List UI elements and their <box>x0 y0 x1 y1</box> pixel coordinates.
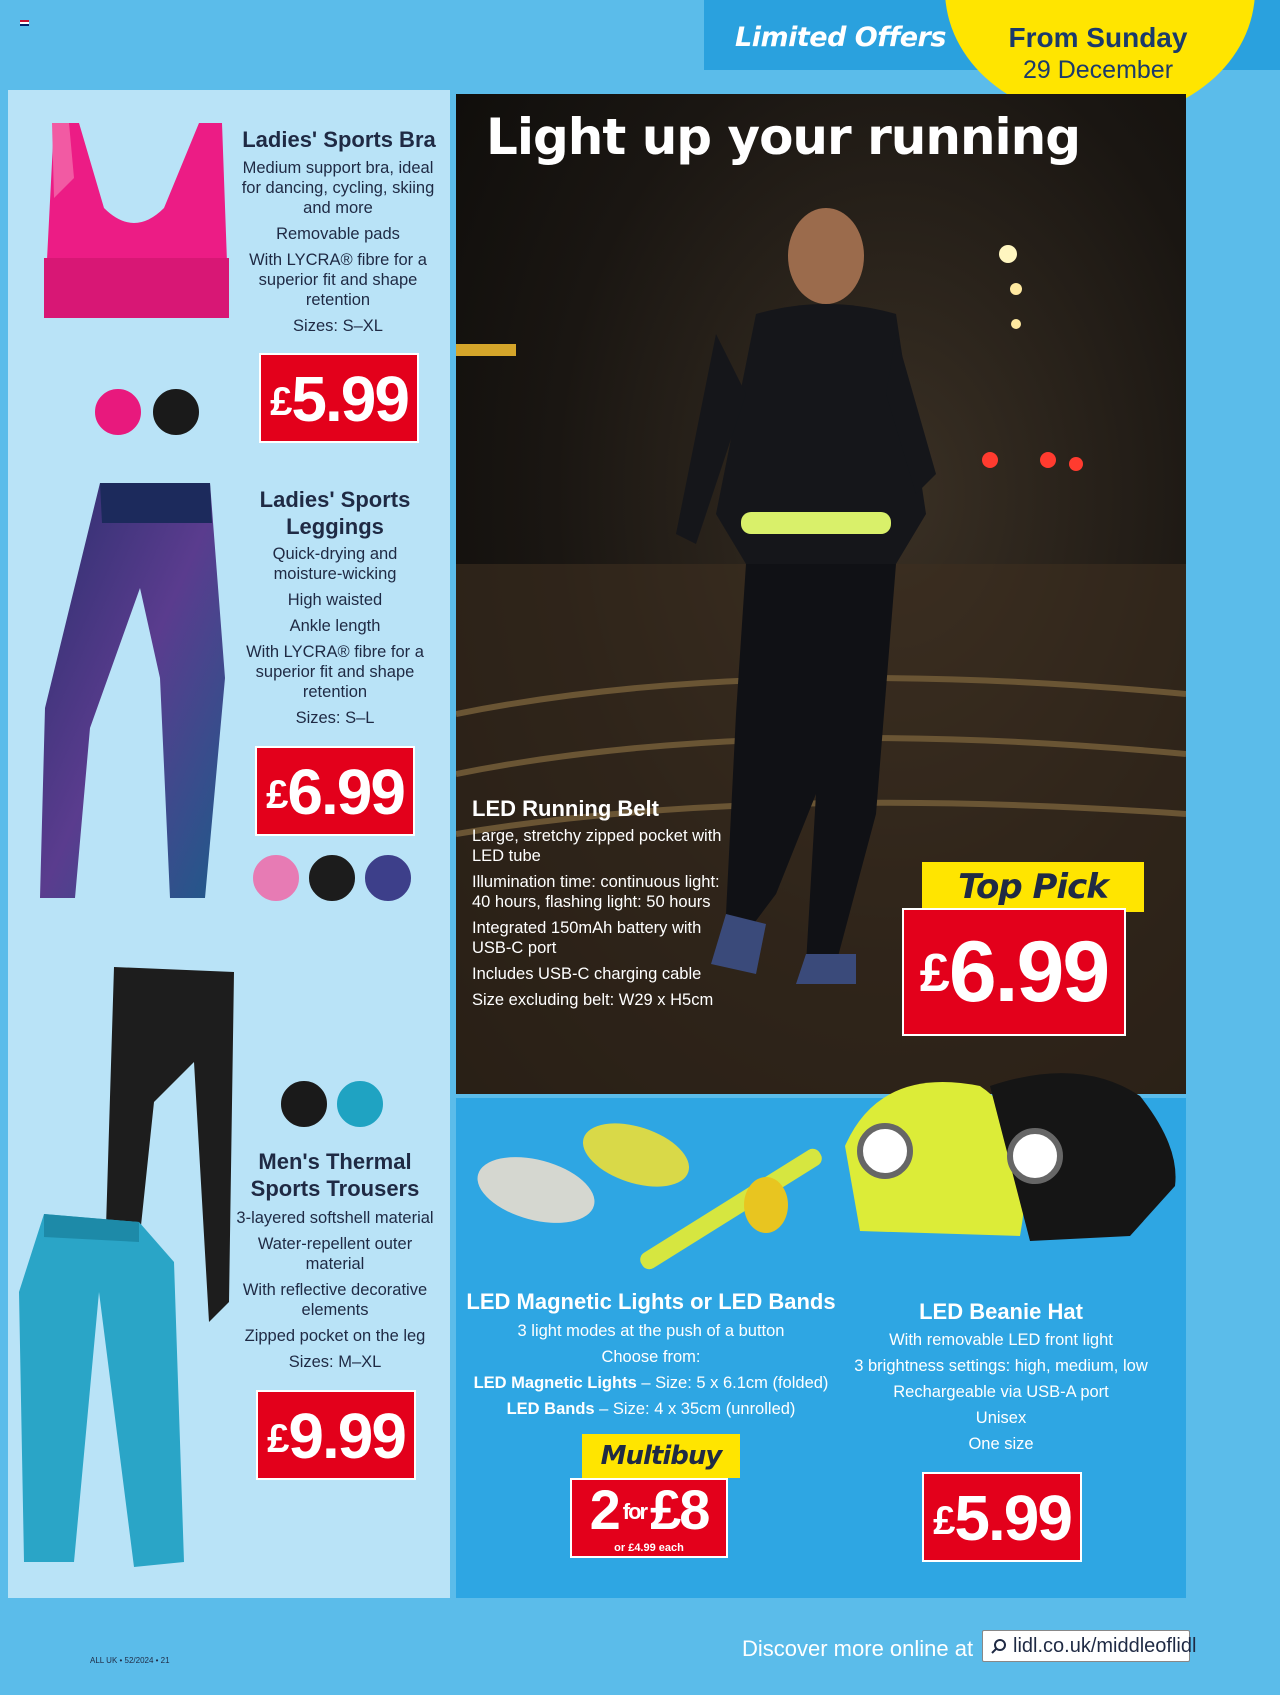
led-lights-line: Choose from: <box>601 1348 701 1366</box>
trousers-price <box>256 1390 416 1480</box>
option-size: – Size: 5 x 6.1cm (folded) <box>636 1374 829 1392</box>
leggings-line: Ankle length <box>289 617 381 635</box>
sports-bra-description <box>238 158 438 342</box>
running-belt-title: LED Running Belt <box>472 796 659 821</box>
sports-bra-line: With LYCRA® fibre for a superior fit and shape retention <box>249 251 427 309</box>
currency-symbol: £ <box>266 773 287 817</box>
currency-symbol: £ <box>933 1499 954 1543</box>
currency-symbol: £ <box>919 943 948 1003</box>
trousers-title: Men's Thermal Sports Trousers <box>250 1149 420 1201</box>
running-belt-line: Size excluding belt: W29 x H5cm <box>472 991 714 1009</box>
color-swatch-pink <box>92 386 144 438</box>
running-belt-line: Large, stretchy zipped pocket with LED tube <box>472 827 722 865</box>
trousers-image <box>14 962 244 1574</box>
leggings-line: With LYCRA® fibre for a superior fit and shape retention <box>246 643 424 701</box>
discover-text: Discover more online at <box>742 1636 974 1661</box>
multibuy-qty: 2 <box>589 1478 619 1541</box>
leggings-price <box>255 746 415 836</box>
beanie-description <box>848 1330 1154 1460</box>
running-belt-line: Includes USB-C charging cable <box>472 965 702 983</box>
limited-offers-logo: Limited Offers <box>735 22 946 53</box>
option-size: – Size: 4 x 35cm (unrolled) <box>594 1400 796 1418</box>
beanie-price <box>922 1472 1082 1562</box>
beanie-title: LED Beanie Hat <box>919 1299 1083 1324</box>
offer-start-date: 29 December <box>1022 56 1174 84</box>
page-code: ALL UK • 52/2024 • 21 <box>90 1656 170 1665</box>
multibuy-amount: £8 <box>650 1478 709 1541</box>
leggings-line: High waisted <box>287 591 383 609</box>
beanie-line: 3 brightness settings: high, medium, low <box>854 1357 1148 1375</box>
price-value: 5.99 <box>291 363 408 435</box>
multibuy-for: for <box>622 1499 647 1524</box>
trousers-line: 3-layered softshell material <box>236 1209 434 1227</box>
url-search-box[interactable] <box>982 1630 1197 1662</box>
trousers-line: Water-repellent outer material <box>257 1235 413 1273</box>
leggings-image <box>30 478 230 903</box>
sports-bra-line: Medium support bra, ideal for dancing, cycling, skiing and more <box>241 159 435 217</box>
trousers-description <box>228 1208 442 1378</box>
led-lights-option <box>466 1399 836 1419</box>
url-text: lidl.co.uk/middleoflidl <box>1013 1635 1197 1657</box>
price-value: 5.99 <box>954 1482 1071 1554</box>
offer-start-day: From Sunday <box>1008 22 1188 53</box>
option-name: LED Magnetic Lights <box>473 1374 637 1392</box>
sports-bra-line: Removable pads <box>276 225 400 243</box>
price-value: 6.99 <box>287 756 404 828</box>
leggings-title: Ladies' Sports Leggings <box>259 487 411 539</box>
multibuy-badge: Multibuy <box>582 1434 740 1478</box>
running-belt-line: Integrated 150mAh battery with USB-C port <box>472 919 702 957</box>
trousers-line: With reflective decorative elements <box>242 1281 428 1319</box>
sports-bra-image <box>24 118 234 323</box>
led-lights-line: 3 light modes at the push of a button <box>517 1322 785 1340</box>
multibuy-price <box>570 1478 728 1558</box>
running-belt-line: Illumination time: continuous light: 40 hours, flashing light: 50 hours <box>472 873 720 911</box>
flag-icon <box>20 20 29 26</box>
multibuy-each: or £4.99 each <box>614 1542 684 1554</box>
beanie-line: One size <box>968 1435 1034 1453</box>
led-lights-option <box>466 1373 836 1393</box>
trousers-line: Zipped pocket on the leg <box>244 1327 426 1345</box>
color-swatch-black <box>278 1078 330 1130</box>
leggings-line: Sizes: S–L <box>295 709 375 727</box>
sports-bra-line: Sizes: S–XL <box>293 317 383 335</box>
currency-symbol: £ <box>267 1417 288 1461</box>
leggings-line: Quick-drying and moisture-wicking <box>272 545 398 583</box>
color-swatch-black <box>150 386 202 438</box>
color-swatch-purple <box>362 852 414 904</box>
option-name: LED Bands <box>506 1400 595 1418</box>
color-swatch-teal <box>334 1078 386 1130</box>
trousers-line: Sizes: M–XL <box>288 1353 382 1371</box>
sports-bra-title: Ladies' Sports Bra <box>242 127 436 152</box>
search-icon <box>991 1638 1007 1654</box>
color-swatch-black <box>306 852 358 904</box>
feature-headline: Light up your running <box>486 108 1081 166</box>
currency-symbol: £ <box>270 380 291 424</box>
led-lights-image <box>466 1110 846 1270</box>
price-value: 6.99 <box>948 924 1109 1020</box>
running-belt-price <box>902 908 1126 1036</box>
running-belt-description <box>472 826 742 1016</box>
color-swatch-pink <box>250 852 302 904</box>
beanie-line: Unisex <box>975 1409 1027 1427</box>
led-lights-title: LED Magnetic Lights or LED Bands <box>466 1289 836 1314</box>
sports-bra-price <box>259 353 419 443</box>
top-pick-badge: Top Pick <box>922 862 1144 912</box>
led-lights-description <box>466 1321 836 1425</box>
leggings-description <box>240 544 430 734</box>
beanie-line: Rechargeable via USB-A port <box>893 1383 1109 1401</box>
beanie-line: With removable LED front light <box>889 1331 1113 1349</box>
price-value: 9.99 <box>288 1400 405 1472</box>
beanie-image <box>840 1066 1185 1246</box>
